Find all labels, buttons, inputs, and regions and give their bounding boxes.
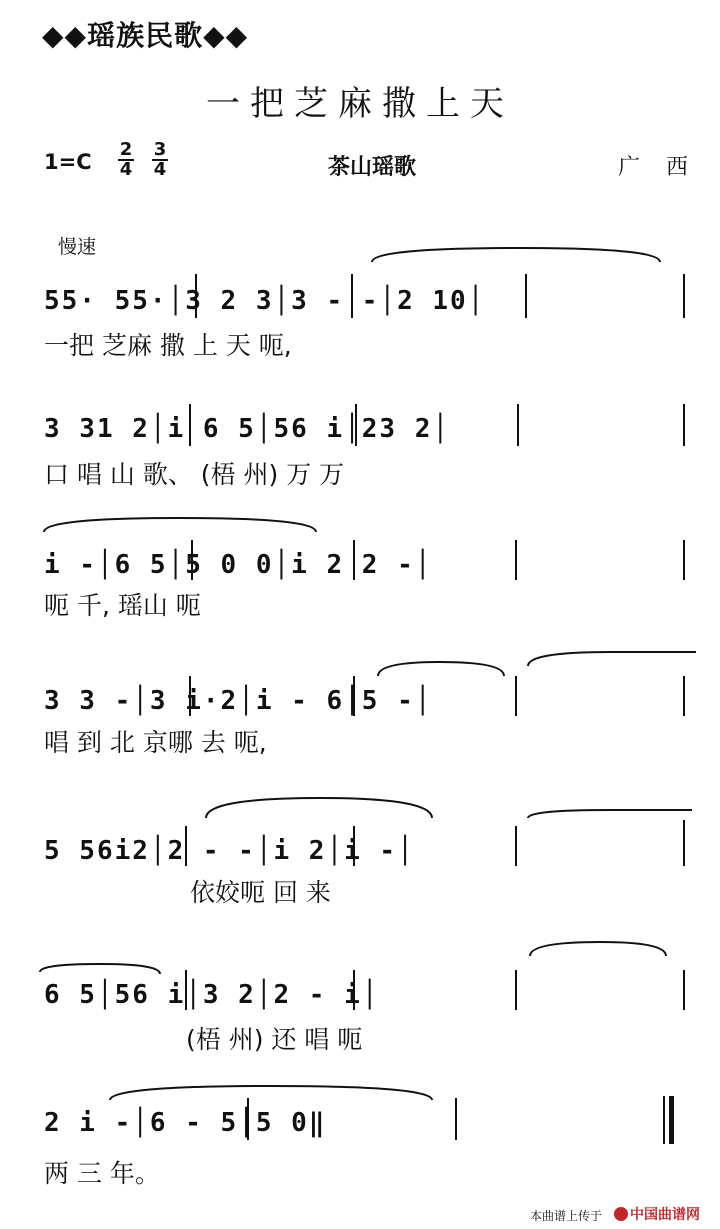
system-1-lyrics: 一把 芝麻 撒 上 天 呃, <box>44 331 292 360</box>
song-title: 一把芝麻撒上天 <box>206 84 514 124</box>
slur <box>40 964 160 974</box>
system-6-notes: 6 5│56 i│3 2│2 - i│ <box>44 980 380 1010</box>
slur <box>528 810 692 818</box>
slur <box>530 942 666 956</box>
final-barline <box>669 1096 674 1144</box>
slur <box>372 248 660 262</box>
system-4-lyrics: 唱 到 北 京哪 去 呃, <box>44 728 267 757</box>
system-1-notes: 55· 55·│3 2 3│3 - -│2 10│ <box>44 286 486 316</box>
song-subtitle: 茶山瑶歌 <box>328 155 417 180</box>
system-7-lyrics: 两 三 年。 <box>44 1159 160 1188</box>
meter-b-bottom: 4 <box>153 159 167 180</box>
slur <box>206 798 432 818</box>
tempo-marking: 慢速 <box>58 236 97 258</box>
region-label: 广西 <box>618 155 715 180</box>
logo-mark-icon <box>614 1207 628 1221</box>
system-7-notes: 2 i -│6 - 5│5 0‖ <box>44 1108 327 1138</box>
system-3-lyrics: 呃 千, 瑶山 呃 <box>44 591 201 620</box>
meter-a-top: 2 <box>119 139 133 160</box>
site-logo <box>614 1204 700 1224</box>
slur <box>110 1086 432 1100</box>
system-2-lyrics: 口 唱 山 歌、 (梧 州) 万 万 <box>44 460 345 489</box>
slur <box>44 518 316 532</box>
slur <box>528 652 696 666</box>
site-logo-text: 中国曲谱网 <box>630 1207 700 1223</box>
meter-b-top: 3 <box>153 139 167 160</box>
slur <box>378 662 504 676</box>
system-6-lyrics: (梧 州) 还 唱 呃 <box>186 1025 363 1054</box>
bar-lines <box>186 274 684 1144</box>
key-signature: 1=C <box>44 150 92 174</box>
footer-upload-text: 本曲谱上传于 <box>530 1209 603 1223</box>
meter-a-bottom: 4 <box>119 159 133 180</box>
collection-tag: ◆◆瑶族民歌◆◆ <box>42 19 249 52</box>
system-4-notes: 3 3 -│3 i·2│i - 6│5 -│ <box>44 686 433 716</box>
system-3-notes: i -│6 5│5 0 0│i 2 2 -│ <box>44 550 433 580</box>
system-5-lyrics: 依姣呃 回 来 <box>190 878 331 907</box>
system-2-notes: 3 31 2│i 6 5│56 i│23 2│ <box>44 414 451 444</box>
system-5-notes: 5 56i2│2 - -│i 2│i -│ <box>44 836 415 866</box>
